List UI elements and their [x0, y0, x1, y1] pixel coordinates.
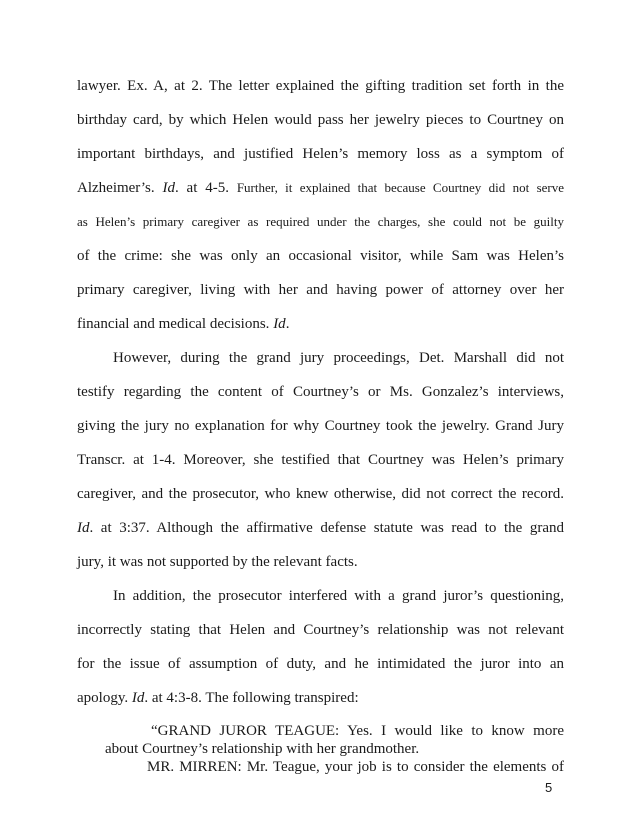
paragraph-line: for the issue of assumption of duty, and he intimidated the juror into an [77, 656, 564, 672]
text-run: . at 3:37. Although the affirmative defense statute was read to the grand [89, 520, 564, 536]
paragraph-line: However, during the grand jury proceedings, Det. Marshall did not [113, 350, 564, 366]
paragraph-line: caregiver, and the prosecutor, who knew otherwise, did not correct the record. [77, 486, 564, 502]
paragraph-line: important birthdays, and justified Helen’s memory loss as a symptom of [77, 146, 564, 162]
text-run: apology. [77, 690, 132, 706]
page-number: 5 [545, 780, 553, 795]
paragraph-line: primary caregiver, living with her and having power of attorney over her [77, 282, 564, 298]
citation-id: Id [131, 690, 145, 706]
citation-id: Id [273, 316, 286, 332]
paragraph-line: birthday card, by which Helen would pass her jewelry pieces to Courtney on [77, 112, 564, 128]
paragraph-line [77, 519, 564, 537]
text-run: . at 4-5. [174, 180, 237, 196]
paragraph-line: as Helen’s primary caregiver as required under the charges, she could not be guilty [77, 214, 564, 229]
text-run: . at 4:3-8. The following transpired: [144, 690, 359, 706]
paragraph-line [77, 315, 564, 333]
text-run: Alzheimer’s. [77, 180, 163, 196]
paragraph-line [77, 689, 564, 707]
paragraph-line: incorrectly stating that Helen and Courtney’s relationship was not relevant [77, 622, 564, 638]
paragraph-line: giving the jury no explanation for why Courtney took the jewelry. Grand Jury [77, 418, 564, 434]
paragraph-line: In addition, the prosecutor interfered with a grand juror’s questioning, [113, 588, 564, 604]
block-quote-line: “GRAND JUROR TEAGUE: Yes. I would like to know more [151, 723, 564, 739]
paragraph-line [77, 179, 564, 197]
paragraph-line: of the crime: she was only an occasional visitor, while Sam was Helen’s [77, 248, 564, 264]
text-run: financial and medical decisions. [77, 316, 274, 332]
paragraph-line: lawyer. Ex. A, at 2. The letter explained the gifting tradition set forth in the [77, 78, 564, 94]
paragraph-line: jury, it was not supported by the relevant facts. [77, 554, 358, 570]
text-run: Further, it explained that because Courtney did not serve [236, 180, 564, 195]
citation-id: Id [77, 520, 90, 536]
block-quote-line: about Courtney’s relationship with her grandmother. [105, 741, 420, 757]
block-quote-line: MR. MIRREN: Mr. Teague, your job is to consider the elements of [147, 759, 564, 775]
citation-id: Id [162, 180, 175, 196]
text-run: . [285, 316, 290, 332]
paragraph-line: Transcr. at 1-4. Moreover, she testified that Courtney was Helen’s primary [77, 452, 564, 468]
paragraph-line: testify regarding the content of Courtney’s or Ms. Gonzalez’s interviews, [77, 384, 564, 400]
